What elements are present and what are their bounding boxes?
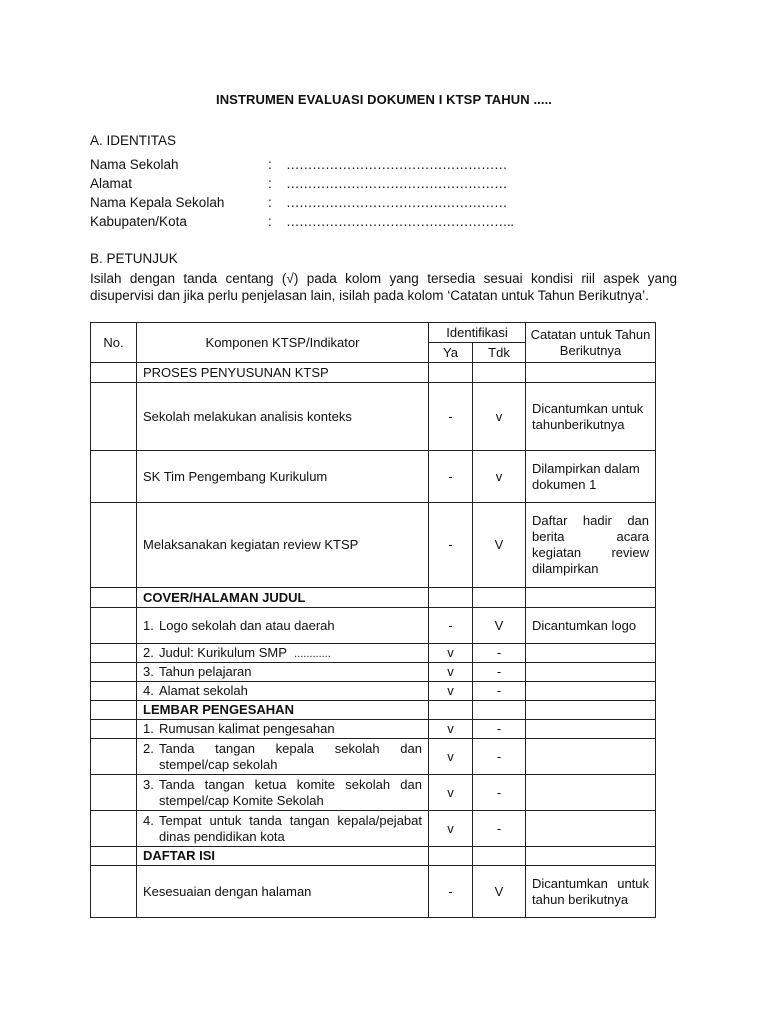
row-indicator: SK Tim Pengembang Kurikulum <box>137 451 429 503</box>
row-note <box>526 363 656 383</box>
row-indicator <box>137 720 429 739</box>
row-note: Dicantumkan logo <box>526 608 656 644</box>
header-no: No. <box>91 323 137 363</box>
row-ya: v <box>429 811 473 847</box>
row-note <box>526 588 656 608</box>
row-tdk: - <box>473 663 526 682</box>
table-row <box>91 847 656 866</box>
row-ya: v <box>429 720 473 739</box>
row-no <box>91 811 137 847</box>
row-ya: - <box>429 503 473 588</box>
row-tdk <box>473 847 526 866</box>
table-header-row <box>91 323 656 343</box>
row-note: Dilampirkan dalam dokumen 1 <box>526 451 656 503</box>
row-note: Dicantumkan untuk tahunberikutnya <box>526 383 656 451</box>
header-identification: Identifikasi <box>429 323 526 343</box>
item-text: Alamat sekolah <box>159 683 248 698</box>
row-no <box>91 588 137 608</box>
row-tdk: v <box>473 451 526 503</box>
table-row <box>91 811 656 847</box>
table-row <box>91 663 656 682</box>
row-note <box>526 644 656 663</box>
row-note <box>526 811 656 847</box>
row-note: Daftar hadir dan berita acara kegiatan review dilampirkan <box>526 503 656 588</box>
identity-blank: …………………………………………… <box>286 176 507 191</box>
row-no <box>91 608 137 644</box>
table-row <box>91 451 656 503</box>
table-row <box>91 503 656 588</box>
row-category: LEMBAR PENGESAHAN <box>137 701 429 720</box>
row-no <box>91 866 137 918</box>
row-indicator: Melaksanakan kegiatan review KTSP <box>137 503 429 588</box>
item-number: 3. <box>143 664 154 679</box>
item-text: Judul: Kurikulum SMP <box>159 644 287 660</box>
row-ya <box>429 847 473 866</box>
row-no <box>91 682 137 701</box>
row-note <box>526 701 656 720</box>
row-note: Dicantumkan untuk tahun berikutnya <box>526 866 656 918</box>
row-ya: - <box>429 866 473 918</box>
table-row <box>91 608 656 644</box>
row-no <box>91 847 137 866</box>
table-row <box>91 588 656 608</box>
row-no <box>91 720 137 739</box>
instruction-paragraph: Isilah dengan tanda centang (√) pada kolom yang tersedia sesuai kondisi riil aspek yang disupervisi dan jika perlu penjelasan lain, isilah pada kolom ‘Catatan untuk Tahun Berikutnya’. <box>90 271 677 303</box>
row-indicator: Kesesuaian dengan halaman <box>137 866 429 918</box>
row-tdk: - <box>473 775 526 811</box>
row-no <box>91 363 137 383</box>
identity-colon: : <box>268 214 272 229</box>
evaluation-table <box>90 322 656 918</box>
row-category: DAFTAR ISI <box>137 847 429 866</box>
row-ya: - <box>429 608 473 644</box>
header-tdk: Tdk <box>473 343 526 363</box>
row-category: COVER/HALAMAN JUDUL <box>137 588 429 608</box>
row-no <box>91 663 137 682</box>
row-note <box>526 663 656 682</box>
row-tdk <box>473 363 526 383</box>
row-ya: v <box>429 775 473 811</box>
row-tdk: V <box>473 503 526 588</box>
row-tdk: - <box>473 739 526 775</box>
row-indicator: Sekolah melakukan analisis konteks <box>137 383 429 451</box>
item-number: 2. <box>143 644 154 660</box>
item-text: Logo sekolah dan atau daerah <box>159 617 335 633</box>
table-row <box>91 775 656 811</box>
header-component: Komponen KTSP/Indikator <box>137 323 429 363</box>
row-indicator <box>137 775 429 811</box>
item-blank: ............ <box>294 647 331 660</box>
row-ya: - <box>429 451 473 503</box>
identity-colon: : <box>268 157 272 172</box>
row-no <box>91 775 137 811</box>
item-text: Tempat untuk tanda tangan kepala/pejabat dinas pendidikan kota <box>159 812 422 844</box>
row-tdk: V <box>473 608 526 644</box>
row-note <box>526 682 656 701</box>
table-row <box>91 644 656 663</box>
row-note <box>526 739 656 775</box>
row-indicator <box>137 811 429 847</box>
table-row <box>91 866 656 918</box>
row-tdk <box>473 701 526 720</box>
row-no <box>91 503 137 588</box>
row-category: PROSES PENYUSUNAN KTSP <box>137 363 429 383</box>
item-text: Tanda tangan kepala sekolah dan stempel/cap sekolah <box>159 740 422 772</box>
item-text: Rumusan kalimat pengesahan <box>159 721 335 736</box>
item-number: 4. <box>143 812 154 828</box>
row-indicator <box>137 608 429 644</box>
item-number: 1. <box>143 617 154 633</box>
header-ya: Ya <box>429 343 473 363</box>
row-tdk: - <box>473 682 526 701</box>
item-number: 4. <box>143 683 154 698</box>
row-indicator <box>137 644 429 663</box>
row-tdk: V <box>473 866 526 918</box>
row-indicator <box>137 739 429 775</box>
row-tdk: v <box>473 383 526 451</box>
identity-label: Kabupaten/Kota <box>90 214 187 229</box>
row-ya: v <box>429 644 473 663</box>
row-ya <box>429 588 473 608</box>
row-tdk: - <box>473 811 526 847</box>
row-no <box>91 701 137 720</box>
item-number: 1. <box>143 721 154 736</box>
row-no <box>91 383 137 451</box>
table-row <box>91 363 656 383</box>
row-note <box>526 847 656 866</box>
item-text: Tahun pelajaran <box>159 664 252 679</box>
identity-colon: : <box>268 176 272 191</box>
row-ya: v <box>429 739 473 775</box>
identity-label: Alamat <box>90 176 133 191</box>
table-row <box>91 701 656 720</box>
row-no <box>91 739 137 775</box>
identity-blank: …………………………………………… <box>286 195 507 210</box>
row-note <box>526 775 656 811</box>
row-no <box>91 451 137 503</box>
section-b-heading: B. PETUNJUK <box>90 251 178 266</box>
row-indicator <box>137 663 429 682</box>
row-indicator <box>137 682 429 701</box>
row-tdk: - <box>473 644 526 663</box>
section-a-heading: A. IDENTITAS <box>90 133 177 148</box>
row-note <box>526 720 656 739</box>
row-ya <box>429 363 473 383</box>
item-text: Tanda tangan ketua komite sekolah dan stempel/cap Komite Sekolah <box>159 776 422 808</box>
table-row <box>91 720 656 739</box>
identity-colon: : <box>268 195 272 210</box>
table-row <box>91 383 656 451</box>
header-notes: Catatan untuk Tahun Berikutnya <box>526 323 656 363</box>
row-ya: v <box>429 682 473 701</box>
row-ya <box>429 701 473 720</box>
identity-label: Nama Sekolah <box>90 157 179 172</box>
row-tdk: - <box>473 720 526 739</box>
row-tdk <box>473 588 526 608</box>
row-ya: v <box>429 663 473 682</box>
row-no <box>91 644 137 663</box>
item-number: 2. <box>143 740 154 756</box>
identity-blank: …………………………………………… <box>286 157 507 172</box>
table-row <box>91 682 656 701</box>
identity-blank: …………………………………………….. <box>286 214 514 229</box>
document-title: INSTRUMEN EVALUASI DOKUMEN I KTSP TAHUN ..... <box>215 92 552 107</box>
row-ya: - <box>429 383 473 451</box>
table-row <box>91 739 656 775</box>
identity-label: Nama Kepala Sekolah <box>90 195 225 210</box>
item-number: 3. <box>143 776 154 792</box>
